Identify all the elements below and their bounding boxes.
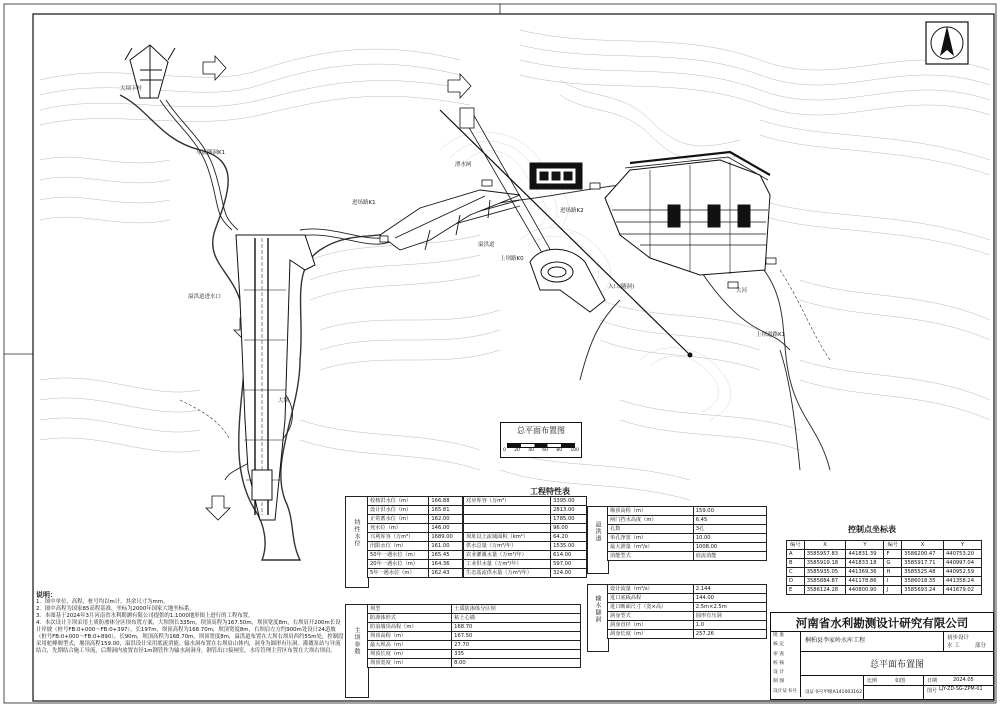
- table-row: [608, 612, 767, 621]
- table-row: [464, 506, 587, 515]
- table-cell: 供水总量（万m³/年）: [464, 542, 551, 551]
- title-block-scale-value: 如图: [895, 678, 906, 684]
- table-cell: 进口断面尺寸（宽×高）: [608, 603, 694, 612]
- table-cell: 单孔净宽（m）: [608, 534, 694, 543]
- table-cell: 洞身直径（m）: [608, 621, 694, 630]
- table-row: [464, 497, 587, 506]
- table-cell: 堰顶高程（m）: [608, 507, 694, 516]
- table-cell: 167.50: [452, 632, 581, 641]
- spec-rows-left: [367, 496, 463, 578]
- scale-tick: 100: [570, 448, 579, 453]
- table-row: [608, 552, 767, 561]
- table-cell: 正常蓄水位（m）: [368, 515, 429, 524]
- table-row: [787, 577, 982, 586]
- table-cell: 坝址以上流域面积（km²）: [464, 533, 551, 542]
- table-cell: 324.00: [551, 569, 587, 578]
- label-river: 大河: [736, 288, 748, 294]
- table-cell: 20年一遇水位（m）: [368, 560, 429, 569]
- notes-line: 2．图中高程为国家85高程基准，坐标为2000年国家大地坐标系。: [36, 606, 195, 612]
- table-cell: 8.00: [452, 659, 581, 668]
- table-row: [608, 594, 767, 603]
- table-cell: 死水位（m）: [368, 524, 429, 533]
- table-row: [787, 568, 982, 577]
- label-dam: 大坝: [278, 398, 290, 404]
- table-row: [368, 497, 463, 506]
- table-row: [368, 515, 463, 524]
- table-cell: 坝顶高程（m）: [368, 632, 452, 641]
- table-cell: 441833.18: [846, 559, 884, 568]
- title-block: [770, 612, 994, 700]
- title-block-role: 设 计: [773, 670, 785, 676]
- label-intake-center: 入口(隧洞): [608, 284, 635, 290]
- table-cell: 161.00: [429, 542, 463, 551]
- table-header-cell: Y: [846, 541, 884, 550]
- main-dam: [236, 235, 315, 520]
- table-cell: 2.5m×2.5m: [693, 603, 766, 612]
- table-cell: 消能型式: [608, 552, 694, 561]
- title-block-drawing-no-label: 图号: [927, 688, 938, 694]
- table-cell: 441178.86: [846, 577, 884, 586]
- table-row: [368, 614, 581, 623]
- table-cell: 1.0: [693, 621, 766, 630]
- table-row: [608, 543, 767, 552]
- table-cell: 96.00: [551, 524, 587, 533]
- table-cell: H: [884, 568, 902, 577]
- notes-title: 说明：: [36, 591, 57, 599]
- table-cell: 440952.59: [943, 568, 981, 577]
- title-block-project: 桐柏县李家岭水库工程: [805, 637, 866, 644]
- label-road-center: 上坝路K0: [500, 256, 524, 262]
- table-cell: 3395.00: [551, 497, 587, 506]
- table-cell: J: [884, 586, 902, 595]
- table-cell: 27.70: [452, 641, 581, 650]
- table-cell: 洞身型式: [608, 612, 694, 621]
- notes: [36, 592, 344, 696]
- scale-tick: 60: [542, 448, 549, 453]
- scale-tick: 0: [503, 448, 506, 453]
- table-row: [368, 569, 463, 578]
- table-cell: 441369.36: [846, 568, 884, 577]
- label-place-left: 大坝下村: [120, 86, 143, 92]
- title-block-cert: 设证书号甲级A141003162: [805, 690, 863, 695]
- table-cell: E: [787, 586, 805, 595]
- table-cell: 最大坝高（m）: [368, 641, 452, 650]
- notes-line: 1．图中单位、高程、桩号均以m计，其余尺寸为mm。: [36, 599, 169, 605]
- flow-arrow-mid: [448, 74, 471, 98]
- table-cell: 3586124.28: [804, 586, 846, 595]
- label-road-mid: 进场路K1: [352, 200, 376, 206]
- table-cell: 最大泄量（m³/s）: [608, 543, 694, 552]
- table-cell: 159.00: [693, 507, 766, 516]
- table-cell: 生态基流供水量（万m³/年）: [464, 569, 551, 578]
- table-row: [464, 542, 587, 551]
- table-cell: I: [884, 577, 902, 586]
- table-cell: 168.70: [452, 623, 581, 632]
- table-cell: 6.45: [693, 516, 766, 525]
- table-cell: 坝顶宽度（m）: [368, 659, 452, 668]
- table-cell: 166.88: [429, 497, 463, 506]
- table-row: [608, 630, 767, 639]
- table-header-cell: X: [804, 541, 846, 550]
- title-block-role: 设计证书号: [773, 688, 797, 694]
- table-cell: [464, 506, 551, 515]
- table-cell: 对应库容（万m³）: [464, 497, 551, 506]
- title-block-discipline: 水 工: [947, 643, 960, 649]
- table-row: [608, 516, 767, 525]
- company-name: 河南省水利勘测设计研究有限公司: [795, 616, 969, 630]
- title-block-drawing-no: LJY-ZD-SG-ZPM-01: [939, 687, 983, 692]
- table-cell: 底流消能: [693, 552, 766, 561]
- table-row: [464, 560, 587, 569]
- spec-table-title: 工程特性表: [530, 487, 570, 496]
- title-block-role: 制 图: [773, 679, 785, 685]
- table-row: [368, 560, 463, 569]
- label-spillway: 溢洪道: [478, 242, 495, 248]
- table-cell: 粘土心墙: [452, 614, 581, 623]
- table-header-cell: Y: [943, 541, 981, 550]
- management-building: [530, 163, 582, 189]
- spec-group-tunnel: [587, 584, 609, 652]
- table-row: [368, 506, 463, 515]
- table-row: [368, 551, 463, 560]
- table-row: [368, 650, 581, 659]
- table-row: [368, 659, 581, 668]
- spec-rows-right-b: [607, 584, 767, 639]
- table-cell: 165.45: [429, 551, 463, 560]
- table-cell: [464, 524, 551, 533]
- table-cell: 441679.02: [943, 586, 981, 595]
- table-cell: 257.26: [693, 630, 766, 639]
- table-cell: 441358.24: [943, 577, 981, 586]
- spec-group-3: 溢洪道: [594, 521, 601, 542]
- table-cell: 164.36: [429, 560, 463, 569]
- spec-group-2: 主坝参数: [353, 627, 360, 655]
- table-cell: 洞身长度（m）: [608, 630, 694, 639]
- table-cell: 440753.20: [943, 550, 981, 559]
- table-row: [368, 542, 463, 551]
- table-header-row: [787, 541, 982, 550]
- table-cell: B: [787, 559, 805, 568]
- table-row: [368, 641, 581, 650]
- table-cell: 597.00: [551, 560, 587, 569]
- table-header-cell: X: [902, 541, 944, 550]
- flow-arrow-bottom: [206, 496, 230, 520]
- title-block-scale-label: 比例: [867, 678, 878, 684]
- table-cell: 440800.90: [846, 586, 884, 595]
- table-header-cell: 编号: [787, 541, 805, 550]
- table-row: [608, 525, 767, 534]
- flow-arrow-top: [203, 56, 226, 80]
- label-diversion-tunnel: 导流隧洞K1: [196, 150, 226, 156]
- table-row: [368, 605, 581, 614]
- table-cell: 162.00: [429, 515, 463, 524]
- table-cell: 工业供水量（万m³/年）: [464, 560, 551, 569]
- title-block-discipline-label: 部分: [975, 643, 987, 649]
- table-cell: 441831.39: [846, 550, 884, 559]
- table-row: [464, 524, 587, 533]
- table-cell: 校核洪水位（m）: [368, 497, 429, 506]
- table-cell: 坝型: [368, 605, 452, 614]
- table-cell: 设计流量（m³/s）: [608, 585, 694, 594]
- table-cell: 440997.04: [943, 559, 981, 568]
- north-arrow-icon: [926, 22, 968, 64]
- title-block-role: 批 准: [773, 633, 785, 638]
- table-cell: F: [884, 550, 902, 559]
- spec-rows-right-a: [607, 506, 767, 561]
- table-row: [464, 551, 587, 560]
- table-cell: 3586200.47: [902, 550, 944, 559]
- table-row: [368, 623, 581, 632]
- table-cell: 3孔: [693, 525, 766, 534]
- table-cell: 1008.00: [693, 543, 766, 552]
- table-cell: 165.81: [429, 506, 463, 515]
- table-cell: 圆形有压洞: [693, 612, 766, 621]
- label-road-right: 进场路K2: [560, 208, 584, 214]
- table-cell: 防浪墙顶高程（m）: [368, 623, 452, 632]
- spec-group-dam: [345, 604, 369, 698]
- title-block-drawing-title: 总平面布置图: [869, 660, 924, 670]
- table-cell: G: [884, 559, 902, 568]
- table-cell: 144.00: [693, 594, 766, 603]
- title-block-date-value: 2024.05: [953, 677, 974, 683]
- table-row: [608, 534, 767, 543]
- table-cell: 3585917.71: [902, 559, 944, 568]
- table-cell: 162.43: [429, 569, 463, 578]
- table-row: [608, 585, 767, 594]
- spec-group-4: 输水隧洞: [594, 595, 601, 623]
- coord-table-title: 控制点坐标表: [848, 525, 896, 534]
- table-cell: 2.144: [693, 585, 766, 594]
- table-row: [608, 603, 767, 612]
- spec-group-water: [345, 496, 369, 588]
- coord-table: [786, 540, 982, 595]
- spillway-platform: [605, 152, 770, 275]
- title-block-roles: [771, 631, 801, 697]
- table-row: [368, 533, 463, 542]
- table-cell: 3585525.48: [902, 568, 944, 577]
- table-cell: 孔数: [608, 525, 694, 534]
- table-cell: 防渗体形式: [368, 614, 452, 623]
- table-cell: 146.00: [429, 524, 463, 533]
- table-cell: 土质防渗体分区坝: [452, 605, 581, 614]
- table-cell: C: [787, 568, 805, 577]
- spec-group-1: 特性水位: [353, 519, 360, 547]
- table-cell: 3585884.87: [804, 577, 846, 586]
- table-cell: 1535.00: [551, 542, 587, 551]
- table-row: [464, 533, 587, 542]
- table-cell: 3585693.24: [902, 586, 944, 595]
- scale-tick: 80: [556, 448, 563, 453]
- table-row: [368, 632, 581, 641]
- table-cell: 5年一遇水位（m）: [368, 569, 429, 578]
- table-cell: 50年一遇水位（m）: [368, 551, 429, 560]
- table-cell: 汛限水位（m）: [368, 542, 429, 551]
- label-drain: 泄水闸: [455, 162, 472, 168]
- spec-rows-mid: [463, 496, 587, 578]
- title-block-date-label: 日期: [927, 678, 938, 684]
- table-cell: 进口底板高程: [608, 594, 694, 603]
- table-cell: 3585935.05: [804, 568, 846, 577]
- scale-ticks: [503, 448, 579, 453]
- diversion-channel: [380, 190, 520, 250]
- spec-group-spillway: [587, 506, 609, 574]
- table-cell: 农业灌溉水量（万m³/年）: [464, 551, 551, 560]
- notes-line: 3．本图基于2024年3月河南省水利勘测有限公司提供的1:1000地形图上进行的工程布置。: [36, 613, 254, 619]
- table-row: [787, 550, 982, 559]
- table-cell: 1785.00: [551, 515, 587, 524]
- table-row: [787, 559, 982, 568]
- table-cell: 3586018.35: [902, 577, 944, 586]
- table-cell: 3585919.18: [804, 559, 846, 568]
- label-intake-left: 溢洪道进水口: [188, 294, 222, 300]
- table-row: [464, 569, 587, 578]
- table-cell: 3585957.83: [804, 550, 846, 559]
- table-cell: 设计洪水位（m）: [368, 506, 429, 515]
- table-cell: 兴利库容（万m³）: [368, 533, 429, 542]
- title-block-role: 核 定: [773, 642, 785, 648]
- title-block-role: 审 查: [773, 651, 785, 657]
- table-cell: 64.20: [551, 533, 587, 542]
- table-cell: 坝顶长度（m）: [368, 650, 452, 659]
- scale-box: [500, 422, 582, 458]
- table-cell: 1689.00: [429, 533, 463, 542]
- table-cell: A: [787, 550, 805, 559]
- table-row: [608, 507, 767, 516]
- scale-tick: 20: [514, 448, 520, 453]
- title-block-stage: 初步设计: [947, 635, 970, 641]
- table-cell: 2813.00: [551, 506, 587, 515]
- table-row: [608, 621, 767, 630]
- spec-rows-dam: [367, 604, 581, 668]
- table-header-cell: 编号: [884, 541, 902, 550]
- table-row: [464, 515, 587, 524]
- scale-tick: 40: [528, 448, 534, 453]
- table-cell: D: [787, 577, 805, 586]
- table-cell: 335: [452, 650, 581, 659]
- table-row: [368, 524, 463, 533]
- table-cell: 614.00: [551, 551, 587, 560]
- notes-line: 4．本次设计主坝采用土质防渗体分区坝布置方案，大坝坝长335m，坝顶高程为167.50m，坝顶宽度8m，右坝肩开200m长设计岸坡（桩号FB:0+000～FB:0+397），长197m，坝顶高程为168.70m，坝顶宽度8m，右坝肩左方约900m处设计24道坡（桩号FB:0+000～FB:0+890），长90m，坝顶高程为168.70m，坝顶宽度8m，溢洪道布置在大坝右坝肩西约55m处，控制段采用驼峰堰型式，堰顶高程159.00，溢洪设计采用底流消能。输水洞布置在右坝肩山体内，洞身为圆形有压洞。灌溉泵站与导流结合，先期结合施工导流，后期洞内放置直径1m钢管作为输水洞洞身，钢管出口接闸室，水库管理主营区布置在大坝右坝肩。: [36, 620, 344, 654]
- scale-title: 总平面布置图: [517, 426, 565, 435]
- label-road-lower-right: 上坝道路K1: [756, 332, 786, 338]
- table-cell: 10.00: [693, 534, 766, 543]
- table-cell: 闸门挡水高度（m）: [608, 516, 694, 525]
- intake-structure: [530, 249, 605, 312]
- table-row: [787, 586, 982, 595]
- table-cell: [464, 515, 551, 524]
- title-block-role: 校 核: [773, 660, 785, 666]
